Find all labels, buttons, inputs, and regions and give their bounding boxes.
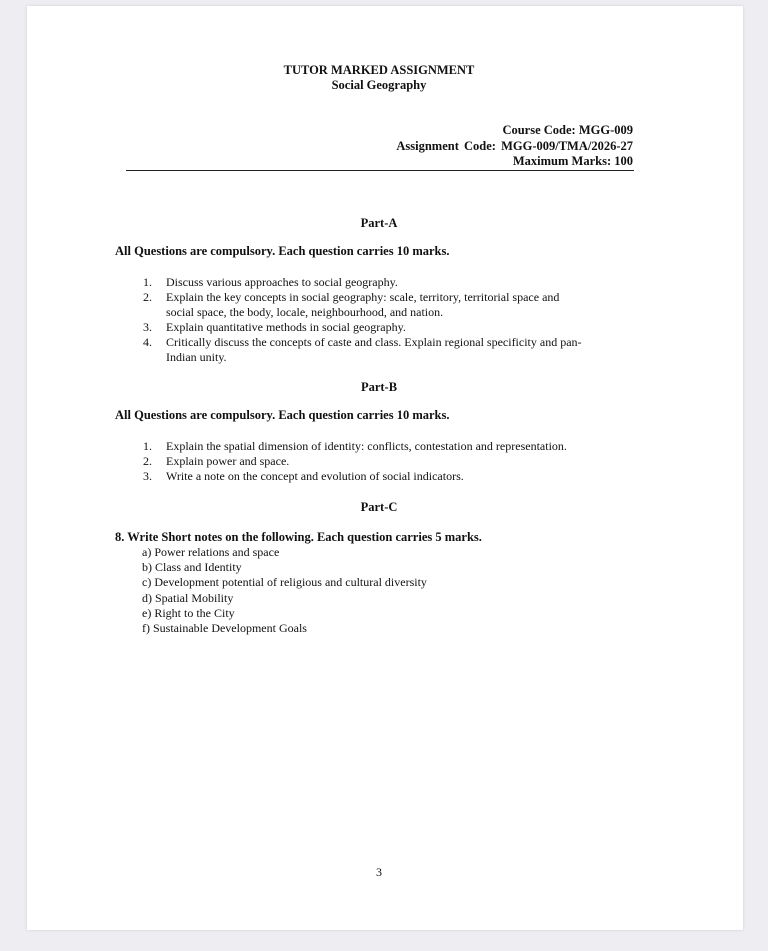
page-number: 3 bbox=[376, 865, 382, 879]
document-subtitle: Social Geography bbox=[331, 78, 427, 92]
part-a-instruction: All Questions are compulsory. Each question carries 10 marks. bbox=[115, 244, 450, 258]
question-text: Critically discuss the concepts of caste and class. Explain regional specificity and pan- bbox=[166, 335, 582, 349]
short-note-item: a) Power relations and space bbox=[142, 545, 280, 559]
question-number: 2. bbox=[143, 454, 152, 468]
question-number: 3. bbox=[143, 469, 152, 483]
question-number: 1. bbox=[143, 275, 152, 289]
maximum-marks: Maximum Marks: 100 bbox=[512, 154, 633, 168]
question-number: 1. bbox=[143, 439, 152, 453]
question-text: Explain the key concepts in social geography: scale, territory, territorial space and bbox=[166, 290, 560, 304]
document-page bbox=[27, 6, 743, 930]
question-text: Explain the spatial dimension of identity: conflicts, contestation and representation. bbox=[166, 439, 567, 453]
assignment-code: Assignment Code: MGG-009/TMA/2026-27 bbox=[396, 139, 633, 153]
question-text: Explain power and space. bbox=[166, 454, 290, 468]
question-number: 4. bbox=[143, 335, 152, 349]
part-c-instruction: 8. Write Short notes on the following. Each question carries 5 marks. bbox=[115, 530, 482, 544]
question-number: 3. bbox=[143, 320, 152, 334]
part-a-heading: Part-A bbox=[360, 216, 398, 230]
question-text: Discuss various approaches to social geography. bbox=[166, 275, 398, 289]
question-text-continued: Indian unity. bbox=[166, 350, 227, 364]
part-b-instruction: All Questions are compulsory. Each question carries 10 marks. bbox=[115, 408, 450, 422]
question-text: Explain quantitative methods in social geography. bbox=[166, 320, 406, 334]
short-note-item: e) Right to the City bbox=[142, 606, 235, 620]
part-c-heading: Part-C bbox=[360, 500, 398, 514]
header-divider bbox=[126, 170, 634, 171]
question-text: Write a note on the concept and evolution of social indicators. bbox=[166, 469, 464, 483]
course-code: Course Code: MGG-009 bbox=[502, 123, 633, 137]
short-note-item: f) Sustainable Development Goals bbox=[142, 621, 307, 635]
short-note-item: d) Spatial Mobility bbox=[142, 591, 234, 605]
document-title: TUTOR MARKED ASSIGNMENT bbox=[283, 63, 475, 77]
part-b-heading: Part-B bbox=[360, 380, 398, 394]
question-text-continued: social space, the body, locale, neighbourhood, and nation. bbox=[166, 305, 444, 319]
question-number: 2. bbox=[143, 290, 152, 304]
short-note-item: b) Class and Identity bbox=[142, 560, 242, 574]
short-note-item: c) Development potential of religious and cultural diversity bbox=[142, 575, 427, 589]
